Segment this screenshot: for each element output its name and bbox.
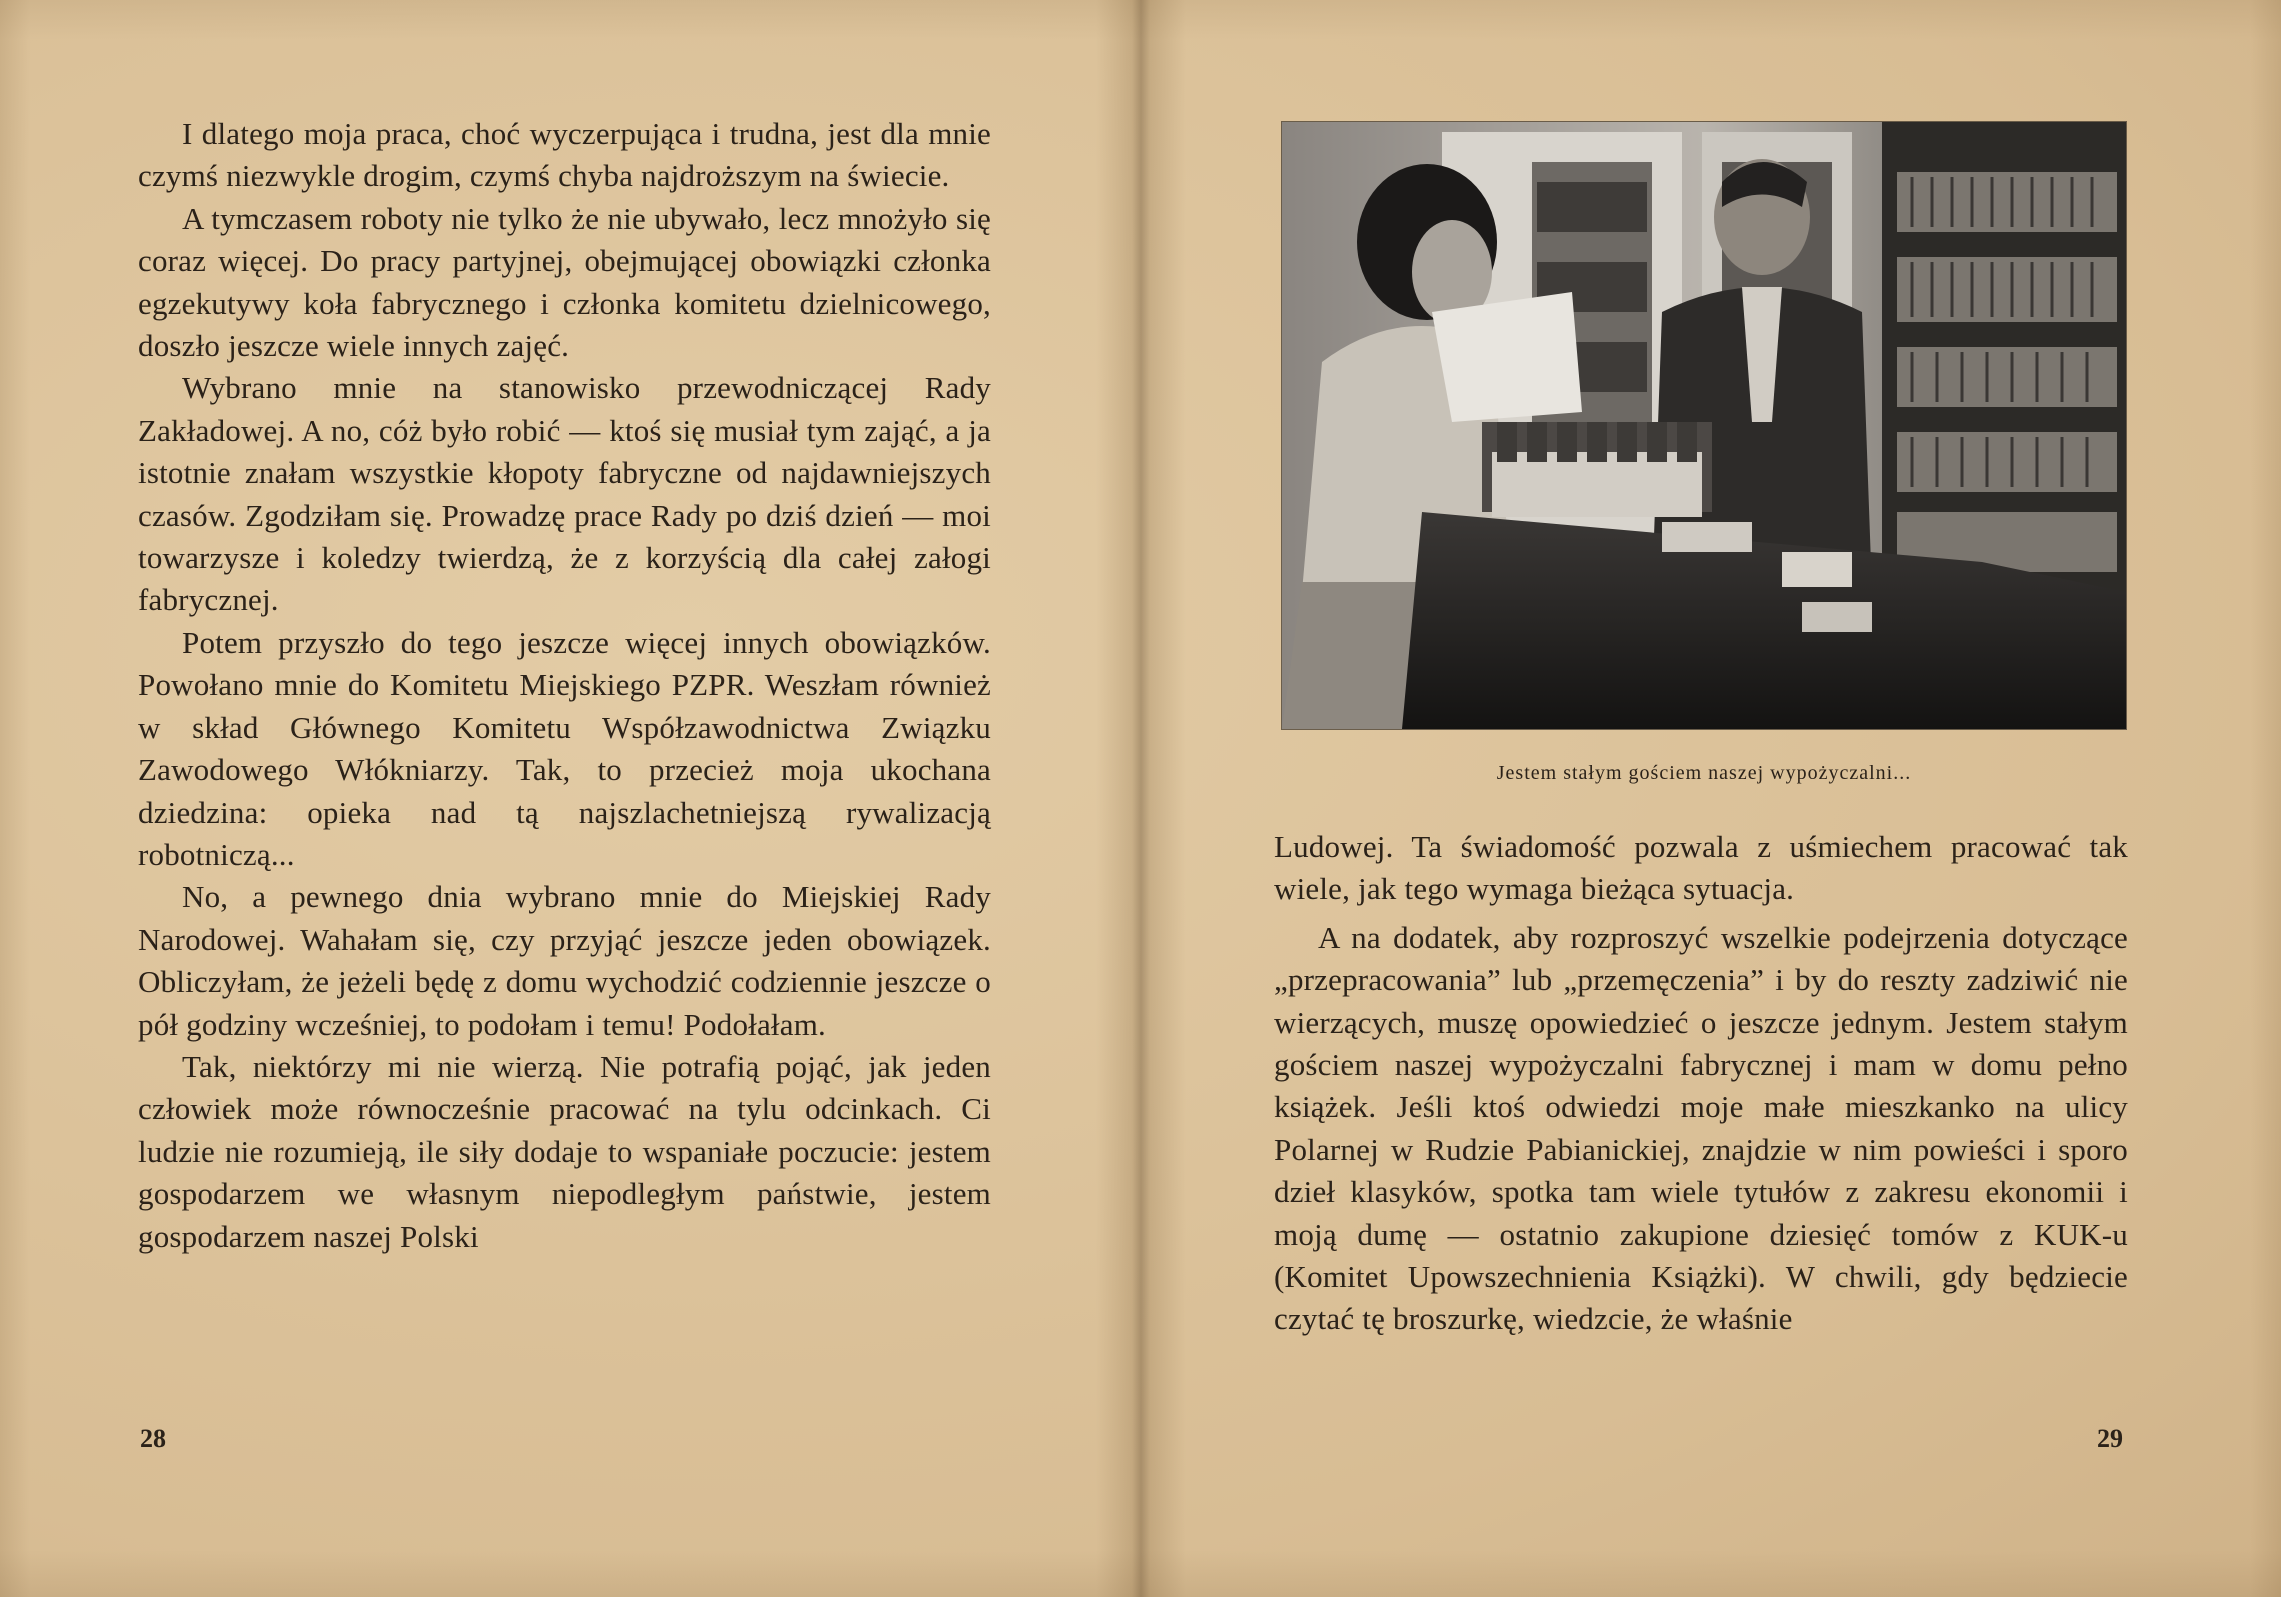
paragraph: I dlatego moja praca, choć wyczerpująca i trudna, jest dla mnie czymś niezwykle drogim, czymś chyba najdroższym na świecie. <box>138 116 991 194</box>
library-photo-illustration <box>1282 122 2126 729</box>
page-number-left: 28 <box>140 1424 166 1453</box>
photo-caption: Jestem stałym gościem naszej wypożyczalni... <box>1496 762 1912 784</box>
paragraph: Wybrano mnie na stanowisko przewodniczącej Rady Zakładowej. A no, cóż było robić — ktoś się musiał tym zająć, a ja istotnie znałam wszystkie kłopoty fabryczne od najdawniejszych czasów. Zgodziłam się. Prowadzę prace Rady po dziś dzień — moi towarzysze i koledzy twierdzą, że z korzyścią dla całej załogi fabrycznej. <box>138 370 991 618</box>
paragraph: Ludowej. Ta świadomość pozwala z uśmiechem pracować tak wiele, jak tego wymaga bieżąca sytuacja. <box>1274 829 2128 907</box>
left-page-text <box>138 113 991 1258</box>
paragraph: Potem przyszło do tego jeszcze więcej innych obowiązków. Powołano mnie do Komitetu Miejskiego PZPR. Weszłam również w skład Głównego Komitetu Współzawodnictwa Związku Zawodowego Włókniarzy. Tak, to przecież moja ukochana dziedzina: opieka nad tą najszlachetniejszą rywalizacją robotniczą... <box>138 624 991 872</box>
page-number-right: 29 <box>2097 1424 2123 1453</box>
paragraph: No, a pewnego dnia wybrano mnie do Miejskiej Rady Narodowej. Wahałam się, czy przyjąć jeszcze jeden obowiązek. Obliczyłam, że jeżeli będę z domu wychodzić codziennie jeszcze o pół godziny wcześniej, to podołam i temu! Podołałam. <box>138 879 991 1042</box>
right-page-text <box>1274 826 2128 1341</box>
paragraph: A na dodatek, aby rozproszyć wszelkie podejrzenia dotyczące „przepracowania” lub „przemęczenia” i by do reszty zadziwić nie wierzących, muszę opowiedzieć o jeszcze jednym. Jestem stałym gościem naszej wypożyczalni fabrycznej i mam w domu pełno książek. Jeśli ktoś odwiedzi moje małe mieszkanko na ulicy Polarnej w Rudzie Pabianickiej, znajdzie w nim powieści i sporo dzieł klasyków, spotka tam wiele tytułów z zakresu ekonomii i moją dumę — ostatnio zakupione dziesięć tomów z KUK-u (Komitet Upowszechnienia Książki). W chwili, gdy będziecie czytać tę broszurkę, wiedzcie, że właśnie <box>1274 919 2128 1337</box>
paragraph: Tak, niektórzy mi nie wierzą. Nie potrafią pojąć, jak jeden człowiek może równocześnie pracować na tylu odcinkach. Ci ludzie nie rozumieją, ile siły dodaje to wspaniałe poczucie: jestem gospodarzem we własnym niepodległym państwie, jestem gospodarzem naszej Polski <box>138 1048 991 1254</box>
library-photo <box>1282 122 2126 729</box>
paragraph: A tymczasem roboty nie tylko że nie ubywało, lecz mnożyło się coraz więcej. Do pracy partyjnej, obejmującej obowiązki członka egzekutywy koła fabrycznego i członka komitetu dzielnicowego, doszło jeszcze wiele innych zajęć. <box>138 200 991 364</box>
